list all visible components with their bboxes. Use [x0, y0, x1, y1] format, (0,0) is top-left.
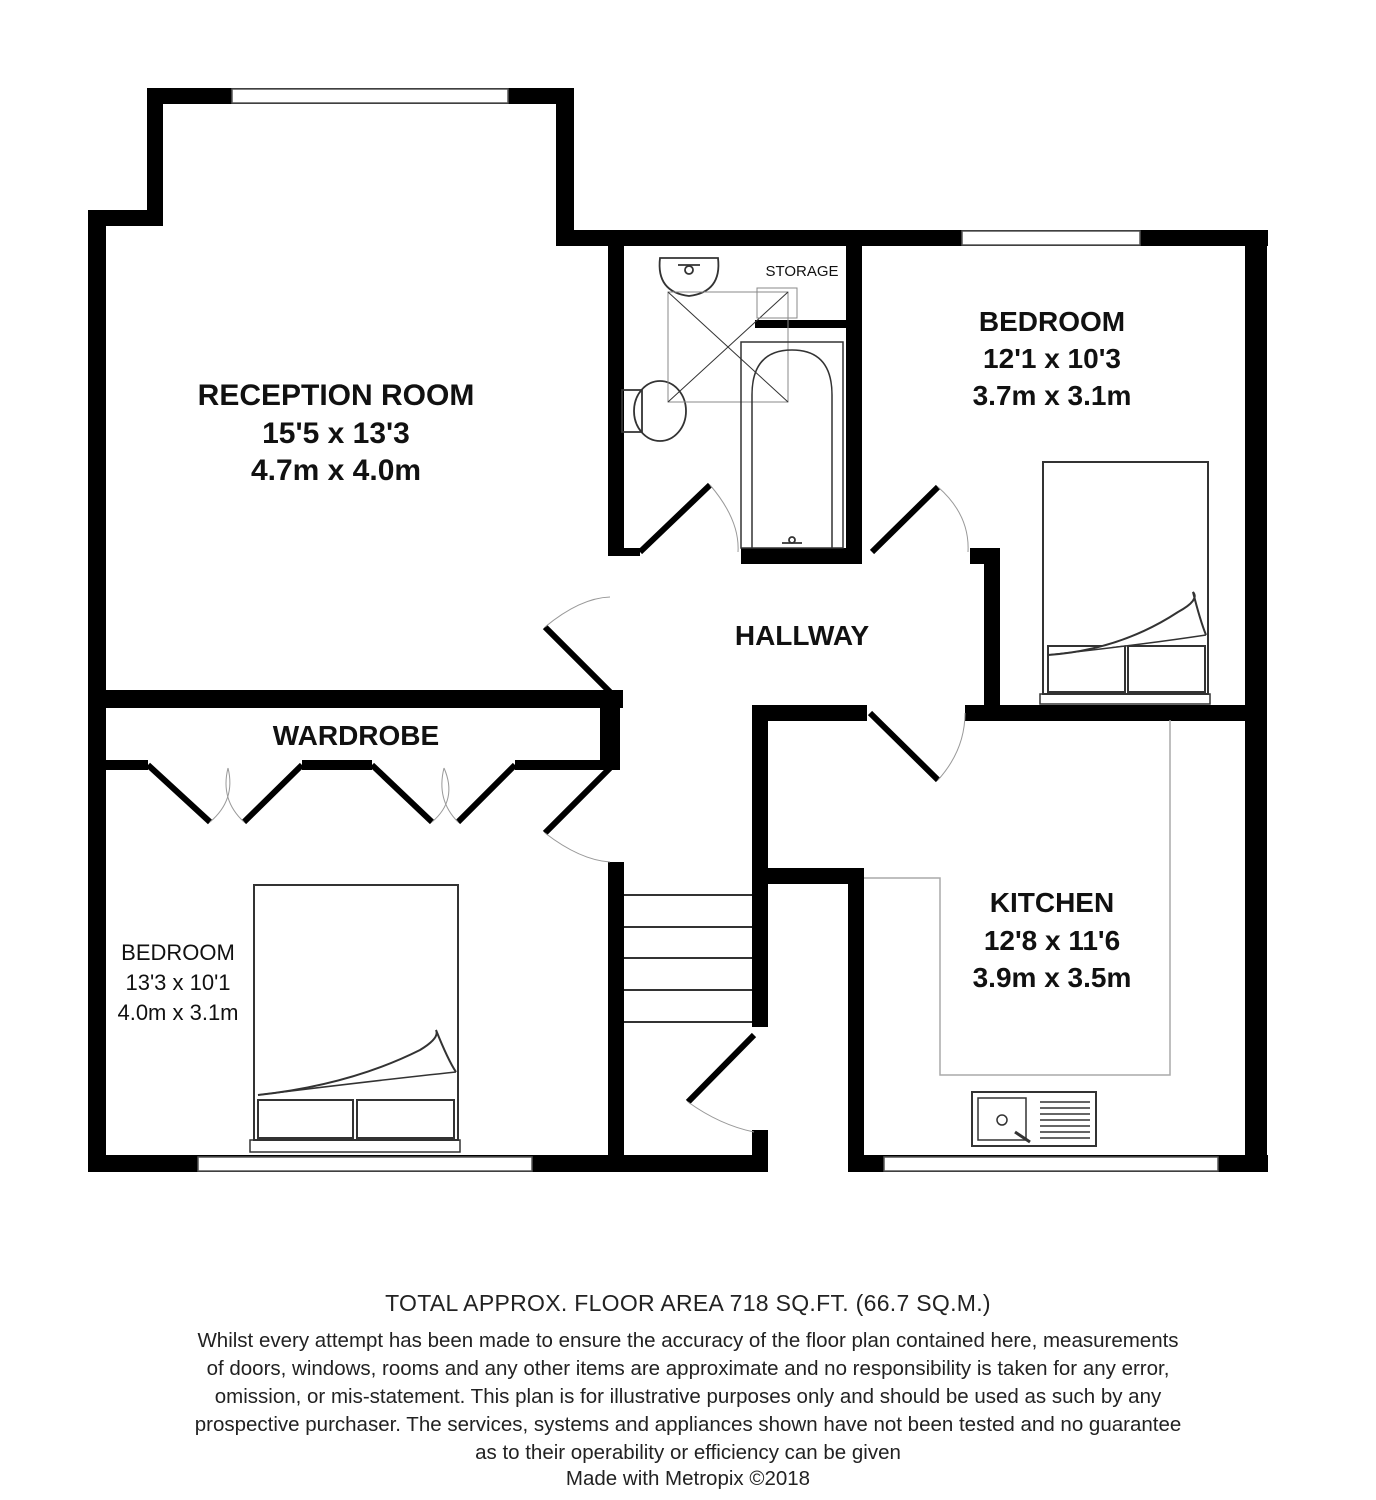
disclaimer-line: omission, or mis-statement. This plan is for illustrative purposes only and should be used as such by any — [214, 1385, 1162, 1408]
kitchen-imperial: 12'8 x 11'6 — [983, 925, 1121, 956]
window-kitchen — [884, 1157, 1218, 1171]
storage-name: STORAGE — [765, 263, 839, 280]
bedroom-1-imperial: 12'1 x 10'3 — [983, 343, 1121, 374]
disclaimer — [0, 1327, 1376, 1467]
bedroom-2-imperial: 13'3 x 10'1 — [125, 970, 231, 995]
hallway-name: HALLWAY — [734, 620, 870, 651]
bed-bedroom-1 — [1040, 462, 1210, 704]
reception-metric: 4.7m x 4.0m — [250, 454, 422, 487]
kitchen-metric: 3.9m x 3.5m — [972, 962, 1132, 993]
disclaimer-line: as to their operability or efficiency can be given — [475, 1441, 901, 1464]
window-bedroom-2 — [198, 1157, 532, 1171]
windows — [198, 89, 1218, 1171]
bedroom-1-name: BEDROOM — [978, 306, 1126, 337]
bedroom-2-name: BEDROOM — [121, 940, 235, 965]
reception-name: RECEPTION ROOM — [197, 379, 475, 412]
toilet-icon — [622, 390, 642, 432]
bedroom-2-metric: 4.0m x 3.1m — [117, 1000, 239, 1025]
staircase — [624, 895, 752, 1022]
bed-bedroom-2 — [250, 885, 460, 1152]
disclaimer-line: of doors, windows, rooms and any other items are approximate and no responsibility is taken for any error, — [206, 1357, 1170, 1380]
disclaimer-line: prospective purchaser. The services, systems and appliances shown have not been tested and no guarantee — [194, 1413, 1182, 1436]
bedroom-1-metric: 3.7m x 3.1m — [972, 380, 1132, 411]
reception-imperial: 15'5 x 13'3 — [262, 417, 410, 450]
wardrobe-name: WARDROBE — [272, 720, 440, 751]
window-reception — [232, 89, 508, 103]
disclaimer-line: Whilst every attempt has been made to ensure the accuracy of the floor plan contained here, measurements — [197, 1329, 1179, 1352]
window-bedroom-1 — [962, 231, 1140, 245]
doors — [148, 485, 968, 1132]
total-floor-area: TOTAL APPROX. FLOOR AREA 718 SQ.FT. (66.7 SQ.M.) — [385, 1290, 991, 1316]
bathroom-fixtures — [622, 258, 843, 548]
walls — [88, 88, 1268, 1172]
kitchen-name: KITCHEN — [989, 887, 1115, 918]
made-with-credit: Made with Metropix ©2018 — [565, 1467, 811, 1490]
basin-icon — [660, 258, 719, 296]
